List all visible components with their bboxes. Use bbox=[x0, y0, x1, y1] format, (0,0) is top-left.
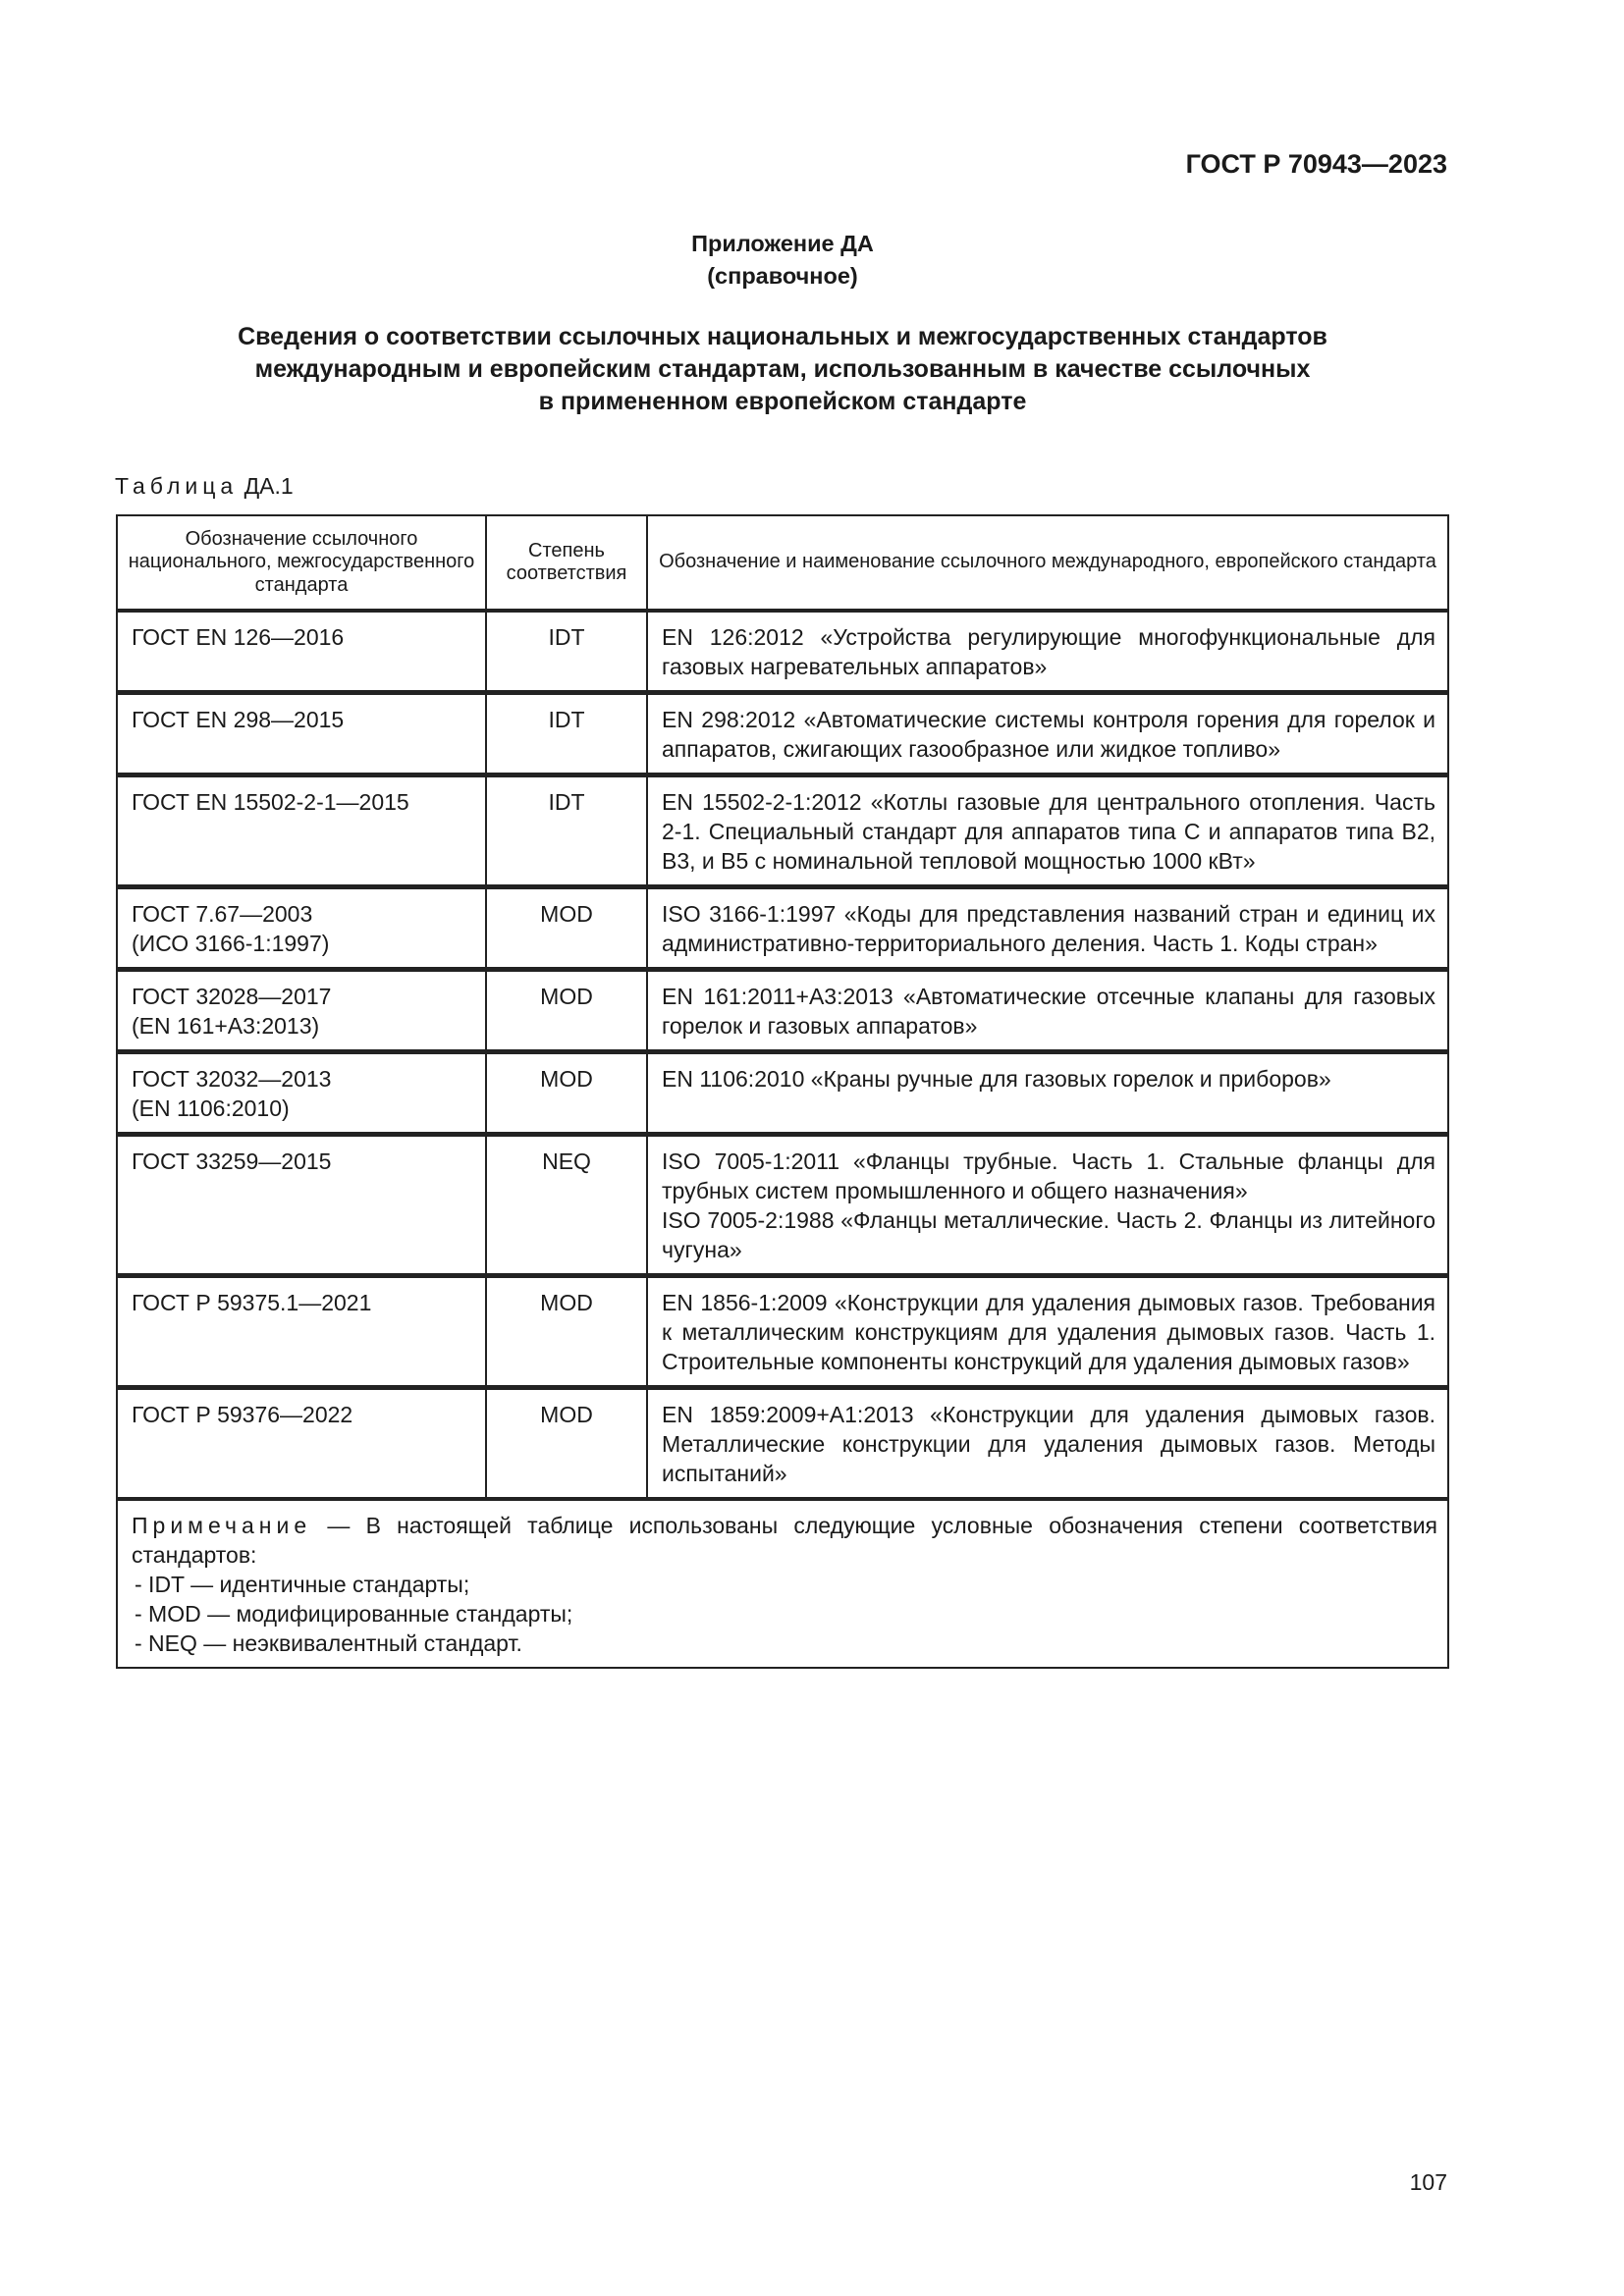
cell-degree: MOD bbox=[486, 970, 647, 1052]
cell-degree: MOD bbox=[486, 887, 647, 970]
national-standard-line: ГОСТ EN 15502-2-1—2015 bbox=[132, 789, 409, 815]
cell-international-standard bbox=[647, 1276, 1448, 1388]
cell-degree: MOD bbox=[486, 1276, 647, 1388]
appendix-title bbox=[0, 321, 1565, 418]
appendix-heading bbox=[0, 228, 1565, 293]
cell-national-standard bbox=[117, 1052, 486, 1135]
table-body bbox=[117, 611, 1448, 1499]
cell-international-standard bbox=[647, 970, 1448, 1052]
note-text bbox=[132, 1511, 1437, 1570]
national-standard-line: (EN 1106:2010) bbox=[132, 1095, 290, 1121]
table-row bbox=[117, 775, 1448, 887]
cell-international-standard bbox=[647, 1388, 1448, 1500]
page-number: 107 bbox=[1409, 2169, 1447, 2195]
table-row bbox=[117, 1135, 1448, 1276]
international-standard-line: EN 15502-2-1:2012 «Котлы газовые для центрального отопления. Часть 2-1. Специальный стандарт для аппаратов типа С и аппаратов типа В2, В3, и В5 с номинальной тепловой мощностью 1000 кВт» bbox=[662, 789, 1435, 874]
table-row bbox=[117, 1052, 1448, 1135]
cell-national-standard bbox=[117, 1276, 486, 1388]
header-national-standard: Обозначение ссылочного национального, межгосударственного стандарта bbox=[117, 515, 486, 611]
note-item: - IDT — идентичные стандарты; bbox=[135, 1572, 470, 1597]
title-line: в примененном европейском стандарте bbox=[538, 388, 1027, 415]
table-row bbox=[117, 970, 1448, 1052]
table-row bbox=[117, 693, 1448, 775]
national-standard-line: ГОСТ 32032—2013 bbox=[132, 1066, 332, 1092]
cell-degree: MOD bbox=[486, 1388, 647, 1500]
cell-international-standard bbox=[647, 693, 1448, 775]
cell-degree: NEQ bbox=[486, 1135, 647, 1276]
header-degree: Степень соответствия bbox=[486, 515, 647, 611]
international-standard-line: EN 126:2012 «Устройства регулирующие многофункциональные для газовых нагревательных аппаратов» bbox=[662, 624, 1435, 679]
national-standard-line: ГОСТ Р 59376—2022 bbox=[132, 1402, 353, 1427]
cell-international-standard bbox=[647, 1135, 1448, 1276]
cell-international-standard bbox=[647, 1052, 1448, 1135]
cell-national-standard bbox=[117, 775, 486, 887]
cell-national-standard bbox=[117, 1388, 486, 1500]
cell-national-standard bbox=[117, 611, 486, 693]
cell-international-standard bbox=[647, 887, 1448, 970]
national-standard-line: (EN 161+A3:2013) bbox=[132, 1013, 320, 1039]
international-standard-line: EN 298:2012 «Автоматические системы контроля горения для горелок и аппаратов, сжигающих газообразное или жидкое топливо» bbox=[662, 707, 1435, 762]
national-standard-line: ГОСТ 7.67—2003 bbox=[132, 901, 313, 927]
national-standard-line: ГОСТ EN 298—2015 bbox=[132, 707, 345, 732]
document-id: ГОСТ Р 70943—2023 bbox=[1185, 149, 1447, 179]
table-row bbox=[117, 611, 1448, 693]
cell-national-standard bbox=[117, 693, 486, 775]
cell-national-standard bbox=[117, 970, 486, 1052]
appendix-type: (справочное) bbox=[707, 263, 858, 289]
table-caption-id: ДА.1 bbox=[244, 473, 294, 499]
table-row bbox=[117, 887, 1448, 970]
international-standard-line: EN 1106:2010 «Краны ручные для газовых горелок и приборов» bbox=[662, 1066, 1331, 1092]
table-row bbox=[117, 1276, 1448, 1388]
national-standard-line: ГОСТ 32028—2017 bbox=[132, 984, 332, 1009]
international-standard-line: EN 1859:2009+A1:2013 «Конструкции для удаления дымовых газов. Металлические конструкции для удаления дымовых газов. Методы испытаний» bbox=[662, 1402, 1435, 1486]
national-standard-line: ГОСТ Р 59375.1—2021 bbox=[132, 1290, 372, 1315]
cell-degree: MOD bbox=[486, 1052, 647, 1135]
table-caption bbox=[115, 473, 294, 500]
header-international-standard: Обозначение и наименование ссылочного международного, европейского стандарта bbox=[647, 515, 1448, 611]
cell-degree: IDT bbox=[486, 775, 647, 887]
title-line: международным и европейским стандартам, использованным в качестве ссылочных bbox=[254, 355, 1311, 383]
title-line: Сведения о соответствии ссылочных национальных и межгосударственных стандартов bbox=[238, 323, 1327, 350]
international-standard-line: EN 161:2011+A3:2013 «Автоматические отсечные клапаны для газовых горелок и газовых аппаратов» bbox=[662, 984, 1435, 1039]
note-label: Примечание bbox=[132, 1513, 312, 1538]
national-standard-line: ГОСТ EN 126—2016 bbox=[132, 624, 345, 650]
international-standard-line: EN 1856-1:2009 «Конструкции для удаления дымовых газов. Требования к металлическим конструкциям для удаления дымовых газов. Часть 1. Строительные компоненты конструкций для удаления дымовых газов» bbox=[662, 1290, 1435, 1374]
table-note bbox=[117, 1499, 1448, 1668]
note-body: — В настоящей таблице использованы следующие условные обозначения степени соответствия стандартов: bbox=[132, 1513, 1437, 1568]
cell-national-standard bbox=[117, 1135, 486, 1276]
table-caption-word: Таблица bbox=[115, 473, 239, 499]
cell-international-standard bbox=[647, 611, 1448, 693]
cell-national-standard bbox=[117, 887, 486, 970]
international-standard-line: ISO 7005-1:2011 «Фланцы трубные. Часть 1. Стальные фланцы для трубных систем промышленного и общего назначения» bbox=[662, 1148, 1435, 1203]
note-item: - NEQ — неэквивалентный стандарт. bbox=[135, 1630, 522, 1656]
international-standard-line: ISO 7005-2:1988 «Фланцы металлические. Часть 2. Фланцы из литейного чугуна» bbox=[662, 1207, 1435, 1262]
international-standard-line: ISO 3166-1:1997 «Коды для представления названий стран и единиц их административно-территориального деления. Часть 1. Коды стран» bbox=[662, 901, 1435, 956]
table-header-row bbox=[117, 515, 1448, 611]
note-item: - MOD — модифицированные стандарты; bbox=[135, 1601, 573, 1627]
table-note-row bbox=[117, 1499, 1448, 1668]
national-standard-line: (ИСО 3166-1:1997) bbox=[132, 931, 330, 956]
cell-degree: IDT bbox=[486, 693, 647, 775]
appendix-label: Приложение ДА bbox=[691, 231, 874, 256]
standards-table bbox=[116, 514, 1449, 1669]
cell-degree: IDT bbox=[486, 611, 647, 693]
national-standard-line: ГОСТ 33259—2015 bbox=[132, 1148, 332, 1174]
cell-international-standard bbox=[647, 775, 1448, 887]
table-row bbox=[117, 1388, 1448, 1500]
